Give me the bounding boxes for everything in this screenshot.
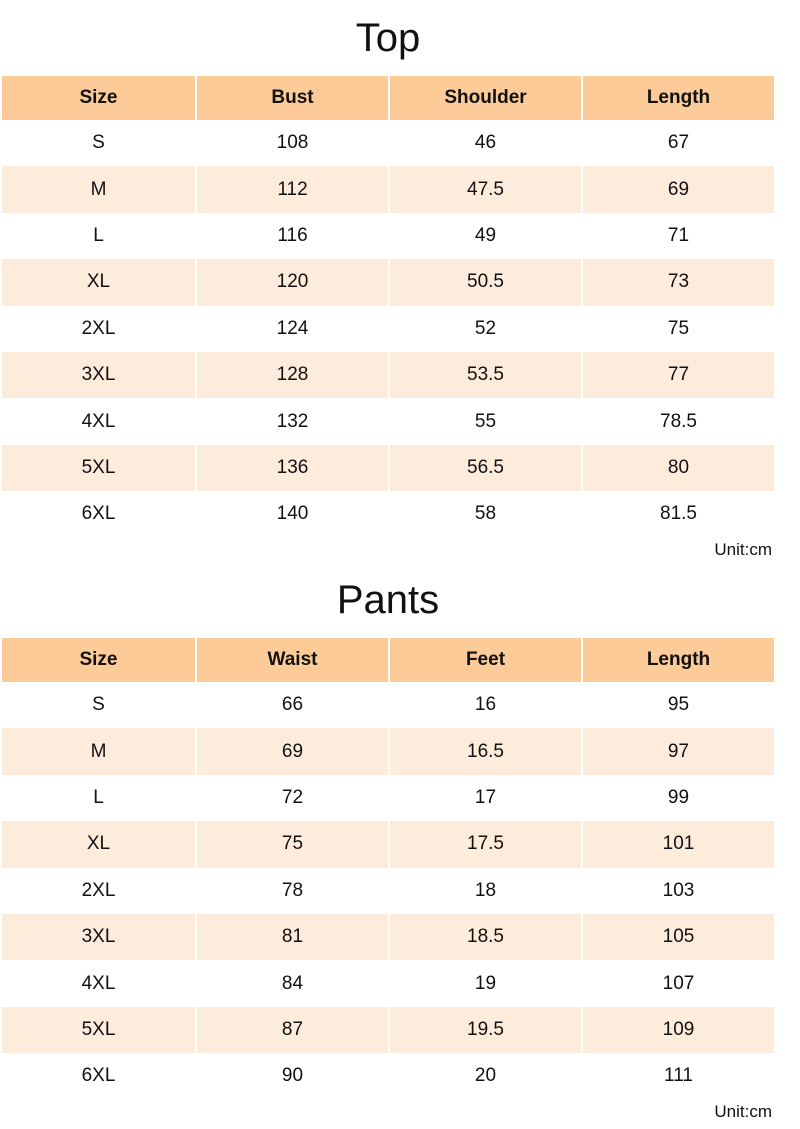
table-row [2, 1053, 774, 1099]
table-cell: 17 [388, 775, 581, 821]
table-cell: 75 [581, 306, 774, 352]
table-row [2, 1007, 774, 1053]
table-cell: 128 [195, 352, 388, 398]
table-cell: 132 [195, 398, 388, 444]
table-cell: 87 [195, 1007, 388, 1053]
table-cell: 20 [388, 1053, 581, 1099]
table-cell: 111 [581, 1053, 774, 1099]
table-row [2, 960, 774, 1006]
column-header: Size [2, 76, 195, 120]
table-cell: 69 [195, 728, 388, 774]
table-cell: 116 [195, 213, 388, 259]
table-header-row [2, 638, 774, 682]
column-header: Length [581, 76, 774, 120]
table-cell: M [2, 166, 195, 212]
top-size-table [2, 76, 774, 538]
table-cell: 2XL [2, 306, 195, 352]
table-cell: 6XL [2, 1053, 195, 1099]
table-cell: 18.5 [388, 914, 581, 960]
table-cell: 67 [581, 120, 774, 166]
table-cell: 49 [388, 213, 581, 259]
table-cell: M [2, 728, 195, 774]
table-cell: 72 [195, 775, 388, 821]
column-header: Length [581, 638, 774, 682]
table-cell: 69 [581, 166, 774, 212]
table-row [2, 213, 774, 259]
table-cell: 99 [581, 775, 774, 821]
top-unit-note: Unit:cm [714, 540, 772, 559]
table-cell: 90 [195, 1053, 388, 1099]
table-cell: 103 [581, 868, 774, 914]
table-cell: 3XL [2, 352, 195, 398]
table-cell: 3XL [2, 914, 195, 960]
table-cell: 101 [581, 821, 774, 867]
table-cell: 47.5 [388, 166, 581, 212]
table-cell: S [2, 682, 195, 728]
table-cell: 16 [388, 682, 581, 728]
table-cell: 75 [195, 821, 388, 867]
table-cell: 19 [388, 960, 581, 1006]
table-cell: 81.5 [581, 491, 774, 537]
column-header: Shoulder [388, 76, 581, 120]
table-cell: 107 [581, 960, 774, 1006]
table-cell: 4XL [2, 960, 195, 1006]
table-cell: 56.5 [388, 445, 581, 491]
table-row [2, 306, 774, 352]
table-row [2, 352, 774, 398]
table-row [2, 775, 774, 821]
table-cell: 112 [195, 166, 388, 212]
table-cell: 78 [195, 868, 388, 914]
table-row [2, 728, 774, 774]
table-cell: 5XL [2, 445, 195, 491]
table-cell: L [2, 775, 195, 821]
table-cell: 140 [195, 491, 388, 537]
table-row [2, 682, 774, 728]
table-cell: 105 [581, 914, 774, 960]
table-cell: 2XL [2, 868, 195, 914]
table-row [2, 445, 774, 491]
table-cell: 4XL [2, 398, 195, 444]
table-cell: 50.5 [388, 259, 581, 305]
table-cell: 17.5 [388, 821, 581, 867]
table-cell: 73 [581, 259, 774, 305]
table-cell: 46 [388, 120, 581, 166]
table-row [2, 166, 774, 212]
table-cell: 58 [388, 491, 581, 537]
column-header: Waist [195, 638, 388, 682]
table-cell: 66 [195, 682, 388, 728]
column-header: Feet [388, 638, 581, 682]
table-cell: 6XL [2, 491, 195, 537]
table-row [2, 259, 774, 305]
table-cell: 80 [581, 445, 774, 491]
table-cell: 108 [195, 120, 388, 166]
table-cell: 55 [388, 398, 581, 444]
table-row [2, 914, 774, 960]
table-cell: 120 [195, 259, 388, 305]
table-cell: 5XL [2, 1007, 195, 1053]
table-cell: 71 [581, 213, 774, 259]
table-cell: 77 [581, 352, 774, 398]
column-header: Size [2, 638, 195, 682]
table-header-row [2, 76, 774, 120]
table-row [2, 398, 774, 444]
top-title: Top [355, 16, 421, 60]
table-cell: 84 [195, 960, 388, 1006]
table-cell: XL [2, 259, 195, 305]
table-cell: 18 [388, 868, 581, 914]
table-row [2, 868, 774, 914]
table-cell: S [2, 120, 195, 166]
pants-unit-note: Unit:cm [714, 1102, 772, 1121]
pants-size-table [2, 638, 774, 1100]
table-cell: 97 [581, 728, 774, 774]
table-cell: 52 [388, 306, 581, 352]
table-cell: 53.5 [388, 352, 581, 398]
table-cell: 81 [195, 914, 388, 960]
table-row [2, 120, 774, 166]
table-cell: 124 [195, 306, 388, 352]
table-cell: 95 [581, 682, 774, 728]
table-cell: 16.5 [388, 728, 581, 774]
table-cell: L [2, 213, 195, 259]
table-cell: 136 [195, 445, 388, 491]
table-cell: 19.5 [388, 1007, 581, 1053]
column-header: Bust [195, 76, 388, 120]
table-row [2, 821, 774, 867]
table-cell: 109 [581, 1007, 774, 1053]
table-cell: 78.5 [581, 398, 774, 444]
pants-title: Pants [336, 578, 440, 622]
table-row [2, 491, 774, 537]
table-cell: XL [2, 821, 195, 867]
